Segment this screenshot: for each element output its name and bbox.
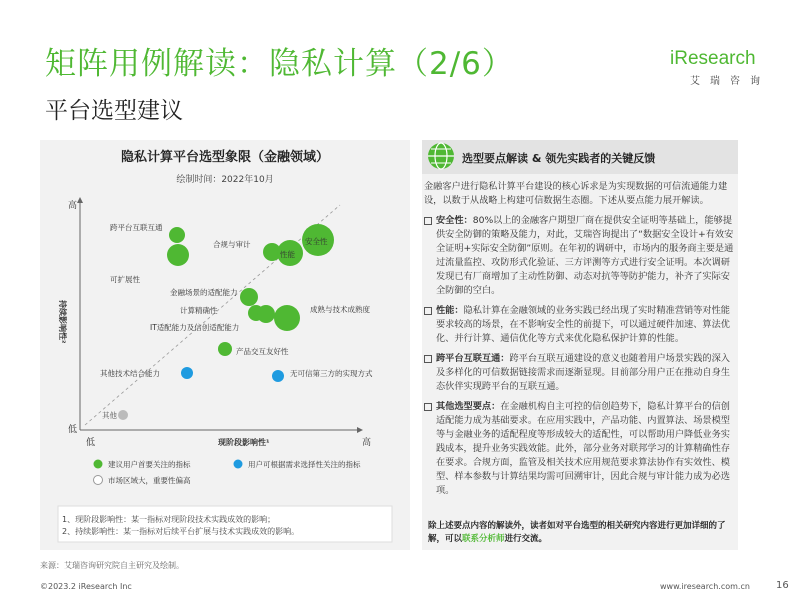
insights-footer [428, 520, 732, 546]
insights-footer-tail: 进行交流。 [504, 534, 548, 544]
quadrant-chart [40, 140, 410, 550]
point-other-tech [181, 367, 193, 379]
insight-performance-text: 隐私计算在金融领域的业务实践已经出现了实时精准营销等对性能要求较高的场景，在不影响安全性的前提下，可以通过硬件加速、算法优化、并行计算、通信优化等方式来优化隐私保护计算的性能。 [436, 305, 730, 344]
footer-copyright: ©2023.2 iResearch Inc [40, 582, 132, 591]
brand-tagline: 艾瑞咨询 [690, 76, 770, 87]
insight-other-text: 在金融机构自主可控的信创趋势下，隐私计算平台的信创适配能力成为基础要求。在应用实践中，产品功能、内置算法、场景模型等与金融业务的适配程度等形成较大的适配性，可以帮助用户降低业务实践成本，提升业务实践效能。此外，部分业务对联邦学习的计算精确性存在要求。合规方面，监管及相关技术应用规范要求算法协作有实效性、模型、样本参数与计算结果均需可回溯审计，因此合规与审计能力成为必选项。 [436, 401, 730, 496]
label-finance-fit: 金融场景的适配能力 [170, 288, 238, 297]
legend-swatch-primary [94, 460, 103, 469]
footer-website[interactable]: www.iresearch.com.cn [660, 582, 750, 591]
legend-swatch-size [94, 476, 103, 485]
insight-other-key: 其他选型要点： [436, 401, 501, 412]
y-axis-high: 高 [68, 201, 78, 211]
point-scalability [167, 244, 189, 266]
label-scalability: 可扩展性 [110, 275, 140, 284]
point-cross-platform [169, 227, 185, 243]
brand-wordmark: iResearch [670, 48, 756, 69]
page-subtitle: 平台选型建议 [45, 98, 183, 124]
point-no-third-party [272, 370, 284, 382]
y-axis-low: 低 [68, 425, 78, 435]
label-ux: 产品交互友好性 [236, 347, 289, 356]
insight-performance [424, 304, 736, 346]
contact-analyst-link[interactable]: 联系分析师 [462, 534, 505, 544]
insight-security-key: 安全性： [436, 215, 473, 226]
point-ux [218, 342, 232, 356]
chart-notes [62, 514, 392, 538]
x-axis-high: 高 [362, 438, 372, 448]
label-other: 其他 [102, 411, 117, 420]
label-maturity: 成熟与技术成熟度 [310, 305, 370, 314]
insights-body [424, 180, 736, 504]
globe-icon [426, 141, 456, 171]
label-cross-platform: 跨平台互联互通 [110, 223, 163, 232]
x-axis-low: 低 [86, 438, 96, 448]
insight-interop [424, 352, 736, 394]
insight-security-text: 80%以上的金融客户期望厂商在提供安全证明等基础上，能够提供安全防御的策略及能力，对此，艾瑞咨询提出了“数据安全设计+有效安全证明+实际安全防御”原则。在年初的调研中，市场内的服务商主要是通过流量监控、攻防形式化验证、三方评测等方式进行安全证明。本次调研发现已有厂商增加了主动性防御、动态对抗等等防护能力，补齐了实际安全防御的空白。 [436, 215, 734, 296]
point-maturity [274, 305, 300, 331]
legend-primary: 建议用户首要关注的指标 [108, 460, 191, 469]
insight-other [424, 400, 736, 498]
insights-intro: 金融客户进行隐私计算平台建设的核心诉求是为实现数据的可信流通能力建设，以数于从战略上构建可信数据生态圈。下述从要点能力展开解读。 [424, 181, 728, 206]
legend-optional: 用户可根据需求选择性关注的指标 [248, 460, 361, 469]
chart-date: 绘制时间：2022年10月 [176, 175, 274, 185]
legend-swatch-optional [234, 460, 243, 469]
label-performance: 性能 [280, 250, 295, 259]
label-other-tech: 其他技术结合能力 [100, 369, 160, 378]
legend-size: 市场区域大，重要性偏高 [108, 476, 191, 485]
insight-interop-key: 跨平台互联互通： [436, 353, 510, 364]
label-it-fit: IT适配能力及信创适配能力 [150, 323, 240, 332]
note-1: 1、现阶段影响性：某一指标对现阶段技术实践成效的影响； [62, 515, 276, 524]
x-axis-label: 现阶段影响性¹ [218, 438, 270, 447]
label-compliance: 合规与审计 [213, 240, 251, 249]
page-number: 16 [776, 580, 789, 591]
chart-title: 隐私计算平台选型象限（金融领域） [120, 150, 329, 165]
insight-security [424, 214, 736, 298]
page-title: 矩阵用例解读：隐私计算（2/6） [45, 46, 514, 82]
insights-footer-text: 除上述要点内容的解读外，读者如对平台选型的相关研究内容进行更加详细的了解，可以 [428, 521, 726, 544]
note-2: 2、持续影响性：某一指标对后续平台扩展与技术实践成效的影响。 [62, 527, 300, 536]
insight-performance-key: 性能： [436, 305, 464, 316]
label-no-third-party: 无可信第三方的实现方式 [290, 369, 373, 378]
label-security: 安全性 [305, 237, 328, 246]
point-finance-fit [240, 288, 258, 306]
insight-interop-text: 跨平台互联互通建设的意义也随着用户场景实践的深入及多样化的可信数据链接需求而逐渐显现。目前部分用户正在推动自身生态伙伴实现跨平台的互联互通。 [436, 353, 730, 392]
insights-title: 选型要点解读 & 领先实践者的关键反馈 [462, 152, 656, 165]
point-other [118, 410, 128, 420]
y-axis-label: 持续影响性² [58, 300, 67, 344]
label-accuracy: 计算精确性 [180, 306, 218, 315]
point-it-fit [257, 305, 275, 323]
diagonal-guide [85, 205, 340, 425]
source-note: 来源：艾瑞咨询研究院自主研究及绘制。 [40, 561, 184, 570]
